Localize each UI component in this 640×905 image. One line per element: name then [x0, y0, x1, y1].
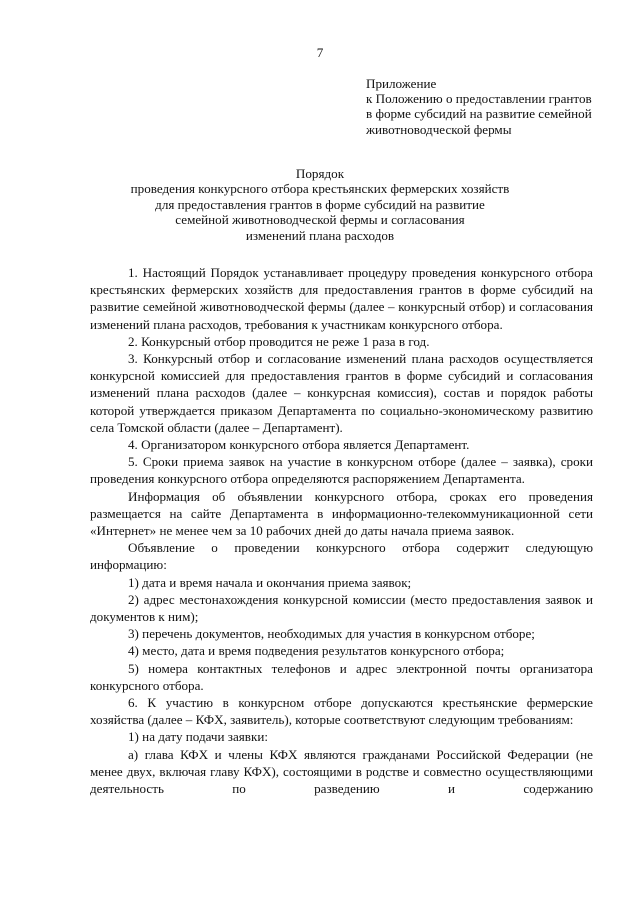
paragraph: 1. Настоящий Порядок устанавливает процедуру проведения конкурсного отбора крестьянских фермерских хозяйств для предоставления грантов в форме субсидий на развитие семейной животноводческой фермы (далее – конкурсный отбор) и согласования изменений плана расходов, требования к участникам конкурсного отбора. [90, 265, 593, 332]
title-line: семейной животноводческой фермы и согласования [175, 212, 465, 228]
title-line: изменений плана расходов [245, 227, 395, 243]
paragraph: Объявление о проведении конкурсного отбора содержит следующую информацию: [90, 540, 593, 573]
list-item: 3) перечень документов, необходимых для участия в конкурсном отборе; [128, 626, 535, 642]
title-line: для предоставления грантов в форме субсидий на развитие [155, 196, 485, 212]
paragraph: 4. Организатором конкурсного отбора является Департамент. [128, 437, 470, 453]
list-item: 5) номера контактных телефонов и адрес электронной почты организатора конкурсного отбора. [90, 660, 593, 693]
paragraph: 5. Сроки приема заявок на участие в конкурсном отборе (далее – заявка), сроки проведения конкурсного отбора определяются распоряжением Департамента. [90, 454, 593, 487]
title-line: Порядок [295, 166, 345, 181]
list-item: 1) на дату подачи заявки: [128, 729, 268, 745]
annex-line: животноводческой фермы [366, 121, 512, 137]
paragraph: 2. Конкурсный отбор проводится не реже 1 раза в год. [128, 333, 430, 349]
page-number: 7 [316, 45, 324, 60]
document-body [90, 264, 593, 797]
list-item: 1) дата и время начала и окончания приема заявок; [128, 574, 412, 590]
annex-line: в форме субсидий на развитие семейной [366, 106, 592, 122]
annex-line: к Положению о предоставлении грантов [366, 91, 592, 107]
annex-block [366, 76, 606, 137]
list-item: а) глава КФХ и члены КФХ являются гражданами Российской Федерации (не менее двух, включая главу КФХ), состоящими в родстве и совместно осуществляющими деятельность по разведению и содержанию [90, 746, 593, 797]
list-item: 4) место, дата и время подведения результатов конкурсного отбора; [128, 643, 505, 659]
title-line: проведения конкурсного отбора крестьянских фермерских хозяйств [130, 181, 510, 197]
list-item: 2) адрес местонахождения конкурсной комиссии (место предоставления заявок и документов к ним); [90, 591, 593, 625]
annex-line: Приложение [366, 76, 437, 91]
paragraph: 6. К участию в конкурсном отборе допускаются крестьянские фермерские хозяйства (далее – КФХ, заявитель), которые соответствуют следующим требованиям: [90, 695, 593, 728]
paragraph: 3. Конкурсный отбор и согласование изменений плана расходов осуществляется конкурсной комиссией для предоставления грантов в форме субсидий и согласования изменений плана расходов (далее – конкурсная комиссия), состав и порядок работы которой утверждается приказом Департамента по социально-экономическому развитию села Томской области (далее – Департамент). [90, 351, 593, 435]
document-title [110, 166, 530, 243]
paragraph: Информация об объявлении конкурсного отбора, сроках его проведения размещается на сайте Департамента в информационно-телекоммуникационной сети «Интернет» не менее чем за 10 рабочих дней до даты начала приема заявок. [90, 488, 593, 539]
